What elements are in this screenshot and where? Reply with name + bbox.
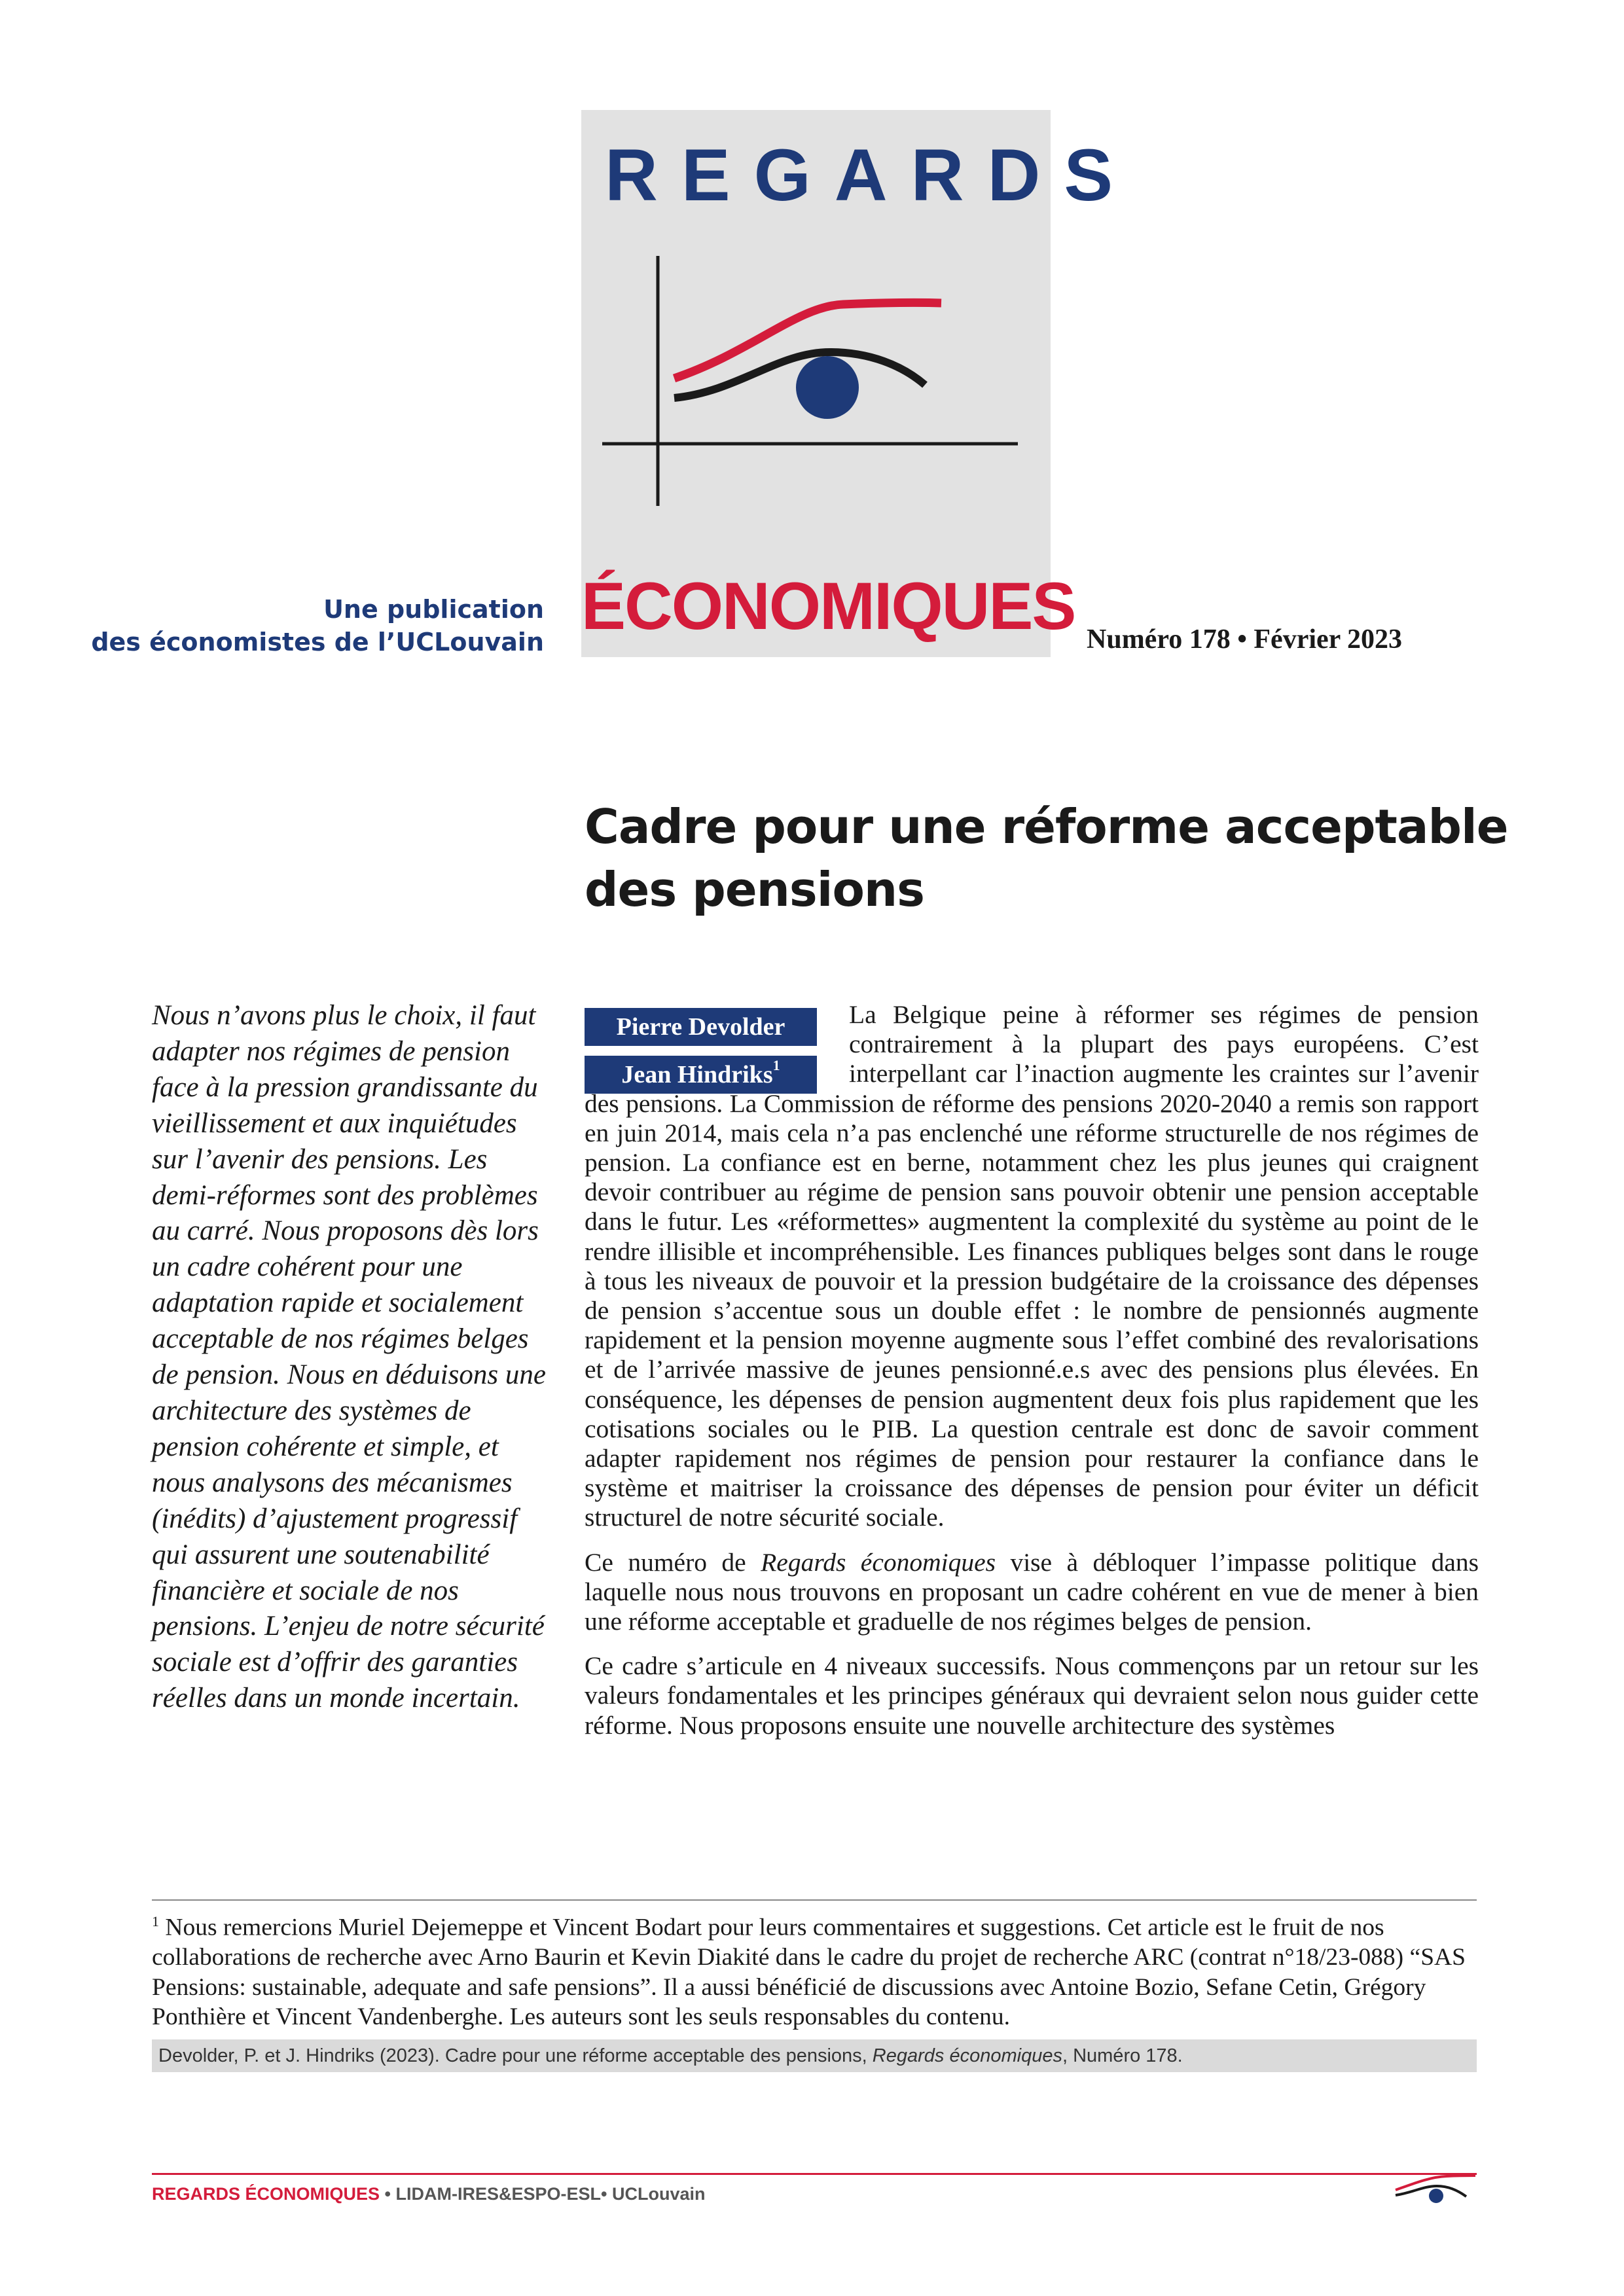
- article-body: [585, 1000, 1479, 1755]
- footer-divider: [152, 2173, 1477, 2175]
- paragraph-3: Ce cadre s’articule en 4 niveaux successifs. Nous commençons par un retour sur les valeurs fondamentales et les principes généraux qui devraient selon nous guider cette réforme. Nous proposons ensuite une nouvelle architecture des systèmes: [585, 1651, 1479, 1740]
- masthead-title-bottom: ÉCONOMIQUES: [581, 569, 1075, 643]
- author-name: Jean Hindriks: [621, 1061, 773, 1088]
- author-name: Pierre Devolder: [616, 1013, 785, 1041]
- footnote-divider: [152, 1899, 1477, 1901]
- masthead-title-top: REGARDS: [605, 134, 1137, 216]
- abstract: Nous n’avons plus le choix, il faut adapter nos régimes de pension face à la pression grandissante du vieillissement et aux inquiétudes sur l’avenir des pensions. Les demi-réformes sont des problèmes au carré. Nous proposons dès lors un cadre cohérent pour une adaptation rapide et socialement acceptable de nos régimes belges de pension. Nous en déduisons une architecture des systèmes de pension cohérente et simple, et nous analysons des mécanismes (inédits) d’ajustement progressif qui assurent une soutenabilité financière et sociale de nos pensions. L’enjeu de notre sécurité sociale est d’offrir des garanties réelles dans un monde incertain.: [152, 1000, 546, 1714]
- paragraph-2: [585, 1548, 1479, 1637]
- footnote-text: Nous remercions Muriel Dejemeppe et Vincent Bodart pour leurs commentaires et suggestions. Cet article est le fruit de nos collaborations de recherche avec Arno Baurin et Kevin Diakité dans le cadre du projet de recherche ARC (contrat n°18/23-088) “SAS Pensions: sustainable, adequate and safe pensions”. Il a aussi bénéficié de discussions avec Antoine Bozio, Sefane Cetin, Grégory Ponthière et Vincent Vandenberghe. Les auteurs sont les seuls responsables du contenu.: [152, 1914, 1466, 2030]
- citation-text-end: , Numéro 178.: [1062, 2045, 1183, 2066]
- paragraph-2-text-end: vise à débloquer l’impasse politique dans laquelle nous nous trouvons en proposant un cadre cohérent en vue de mener à bien une réforme acceptable et graduelle de nos régimes belges de pension.: [585, 1547, 1479, 1636]
- citation-bar: [152, 2039, 1477, 2072]
- citation-journal: Regards économiques: [872, 2045, 1062, 2066]
- citation-text: Devolder, P. et J. Hindriks (2023). Cadre pour une réforme acceptable des pensions,: [158, 2045, 873, 2066]
- footer-affiliations: • LIDAM-IRES&ESPO-ESL• UCLouvain: [380, 2184, 706, 2204]
- masthead-logo: [581, 110, 1137, 657]
- page-title-line-2: des pensions: [585, 862, 925, 917]
- paragraph-1: La Belgique peine à réformer ses régimes de pension contrairement à la plupart des pays européens. C’est interpellant car l’inaction augmente les craintes sur l’avenir des pensions. La Commission de réforme des pensions 2020-2040 a remis son rapport en juin 2014, mais cela n’a pas enclenché une réforme structurelle de nos régimes de pension. La confiance est en berne, notamment chez les plus jeunes qui craignent devoir contribuer au régime de pension sans pouvoir obtenir une pension acceptable dans le futur. Les «réformettes» augmentent la complexité du système au point de le rendre illisible et incompréhensible. Les finances publiques belges sont dans le rouge à tous les niveaux de pouvoir et la pression budgétaire de la croissance des dépenses de pension s’accentue sous un double effet : le nombre de pensionnés augmente rapidement et la pension moyenne augmente sous l’effet combiné des revalorisations et de l’arrivée massive de jeunes pensionné.e.s avec des pensions plus élevées. En conséquence, les dépenses de pension augmentent deux fois plus rapidement que les cotisations sociales ou le PIB. La question centrale est donc de savoir comment adapter rapidement nos régimes de pension pour restaurer la confiance dans le système et maitriser la croissance des dépenses de pension pour éviter un déficit structurel de notre sécurité sociale.: [585, 1000, 1479, 1532]
- publication-line-2: des économistes de l’UCLouvain: [91, 628, 544, 656]
- footnote-mark: 1: [152, 1913, 159, 1929]
- footnote: [152, 1907, 1477, 2032]
- publication-name: Regards économiques: [761, 1547, 996, 1577]
- eye-logo-icon: [1394, 2172, 1477, 2211]
- footer-brand: REGARDS ÉCONOMIQUES: [152, 2184, 380, 2204]
- author-space: [585, 1000, 849, 1086]
- page-title: [585, 795, 1521, 921]
- footnote-ref: 1: [772, 1057, 780, 1073]
- page-title-line-1: Cadre pour une réforme acceptable: [585, 799, 1508, 854]
- paragraph-2-text: Ce numéro de: [585, 1547, 761, 1577]
- publication-line-1: Une publication: [323, 595, 544, 624]
- issue-number: Numéro 178 • Février 2023: [1087, 624, 1403, 655]
- footer-text: [152, 2184, 705, 2204]
